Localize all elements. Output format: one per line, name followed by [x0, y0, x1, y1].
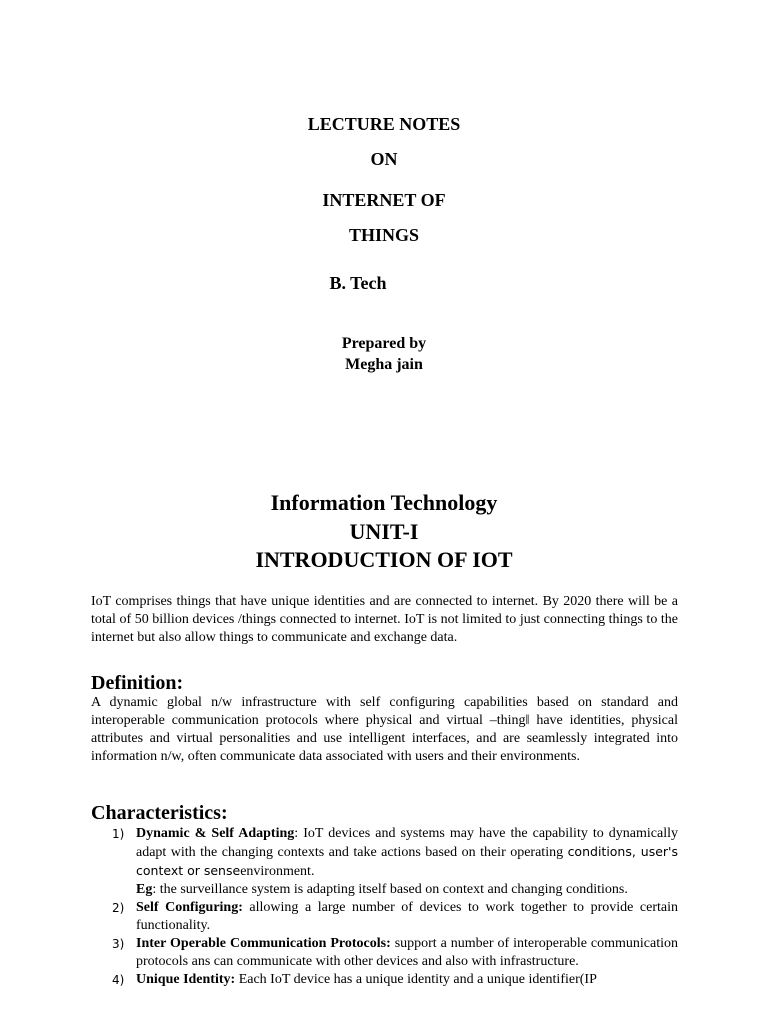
- list-item-term: Inter Operable Communication Protocols:: [136, 936, 391, 951]
- list-item-text: IoT devices and systems may have the capability to dynamically adapt with the changing contexts and take actions based on their operating: [136, 826, 679, 860]
- example-text: : the surveillance system is adapting itself based on context and changing conditions.: [152, 882, 628, 897]
- section-title: INTRODUCTION OF IOT: [255, 547, 513, 572]
- list-item: [91, 899, 678, 935]
- list-item-text: Each IoT device has a unique identity and a unique identifier(IP: [235, 972, 597, 987]
- list-item-number: 1): [112, 827, 125, 841]
- characteristics-list: [91, 825, 678, 989]
- definition-heading: Definition:: [91, 672, 184, 694]
- definition-paragraph: A dynamic global n/w infrastructure with self configuring capabilities based on standard and interoperable communication protocols where physical and virtual –thing‖ have identities, physical attributes and virtual personalities and use intelligent interfaces, and are seamlessly integrated into information n/w, often communicate data associated with users and their environments.: [91, 695, 678, 764]
- list-item-number: 3): [112, 937, 125, 951]
- intro-paragraph: IoT comprises things that have unique identities and are connected to internet. By 2020 there will be a total of 50 billion devices /things connected to internet. IoT is not limited to just connecting things to the internet but also allow things to communicate and exchange data.: [91, 594, 678, 645]
- cover-title-line-1: LECTURE NOTES: [307, 114, 461, 134]
- list-item-separator: :: [294, 826, 299, 841]
- cover-author: Megha jain: [345, 356, 423, 373]
- cover-prepared-by: Prepared by: [341, 335, 427, 352]
- list-item-term: Self Configuring:: [136, 900, 243, 915]
- list-item-text: support a number of interoperable communication protocols ans can communicate with other devices and also with infrastructure.: [136, 936, 678, 969]
- list-item-text-end: environment.: [240, 864, 315, 879]
- cover-course: B. Tech: [329, 273, 387, 293]
- list-item-text-sans: conditions, user's context or sense: [136, 844, 679, 878]
- example-label: Eg: [136, 882, 153, 897]
- cover-title-line-4: THINGS: [348, 225, 420, 245]
- list-item-number: 2): [112, 901, 125, 915]
- list-item-number: 4): [112, 973, 125, 987]
- section-department: Information Technology: [270, 490, 498, 515]
- list-item-term: Dynamic & Self Adapting: [136, 826, 295, 841]
- list-item-text: allowing a large number of devices to work together to provide certain functionality.: [136, 900, 678, 933]
- list-item-term: Unique Identity:: [136, 972, 236, 987]
- cover-title-line-2: ON: [370, 149, 398, 169]
- list-item: [91, 971, 678, 989]
- characteristics-heading: Characteristics:: [91, 802, 228, 824]
- section-unit: UNIT-I: [349, 519, 419, 544]
- list-item: [91, 935, 678, 971]
- list-item: [91, 825, 678, 899]
- cover-title-line-3: INTERNET OF: [322, 190, 446, 210]
